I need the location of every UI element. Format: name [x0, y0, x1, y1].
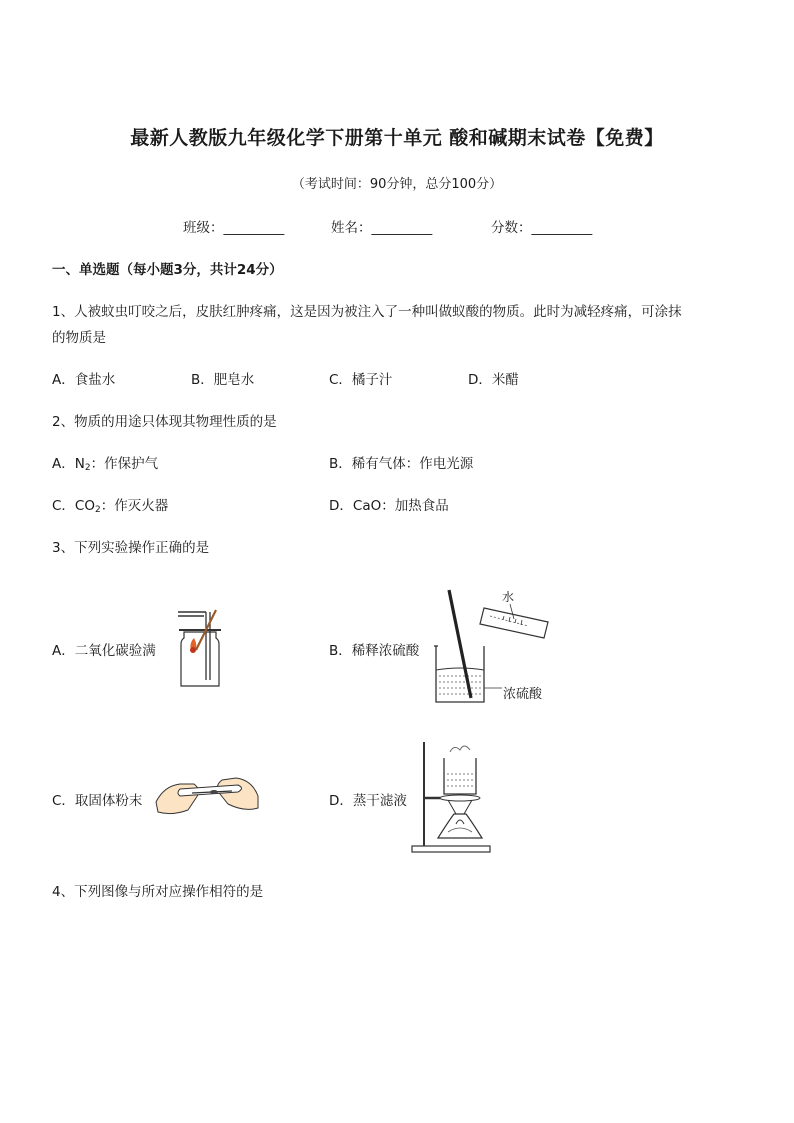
acid-label: 浓硫酸 [503, 687, 543, 702]
q3-option-a: A．二氧化碳验满 [52, 643, 156, 659]
q2-option-d: D．CaO：加热食品 [329, 498, 449, 514]
section-title: 一、单选题（每小题3分，共计24分） [52, 262, 283, 278]
exam-info: （考试时间：90分钟，总分100分） [291, 177, 503, 192]
q2-option-b: B．稀有气体：作电光源 [329, 456, 474, 472]
score-field: 分数：_________ [491, 220, 593, 236]
question-4-stem: 4、下列图像与所对应操作相符的是 [52, 884, 264, 900]
q1-option-d: D．米醋 [468, 372, 519, 388]
question-3-stem: 3、下列实验操作正确的是 [52, 540, 210, 556]
gas-bottle-icon [164, 604, 224, 690]
class-field: 班级：_________ [183, 220, 285, 236]
question-2-stem: 2、物质的用途只体现其物理性质的是 [52, 414, 277, 430]
water-label: 水 [502, 590, 515, 604]
name-field: 姓名：_________ [331, 220, 433, 236]
q1-option-c: C．橘子汁 [329, 372, 393, 388]
q1-option-a: A．食盐水 [52, 372, 116, 388]
page-title: 最新人教版九年级化学下册第十单元 酸和碱期末试卷【免费】 [130, 127, 664, 149]
q3-option-c: C．取固体粉末 [52, 793, 143, 809]
q3-option-d: D．蒸干滤液 [329, 793, 407, 809]
q3-option-b: B．稀释浓硫酸 [329, 643, 420, 659]
test-tube-powder-icon [150, 768, 265, 820]
question-1-stem: 1、人被蚊虫叮咬之后，皮肤红肿疼痛，这是因为被注入了一种叫做蚁酸的物质。此时为减轻疼痛，可涂抹 [52, 304, 682, 320]
question-1-stem-cont: 的物质是 [52, 330, 106, 346]
evaporating-dish-icon [408, 738, 492, 858]
q2-option-c: C．$CO_2$：作灭火器 [52, 498, 169, 515]
q2-option-a: A．$N_2$：作保护气 [52, 456, 159, 473]
q1-option-b: B．肥皂水 [191, 372, 255, 388]
